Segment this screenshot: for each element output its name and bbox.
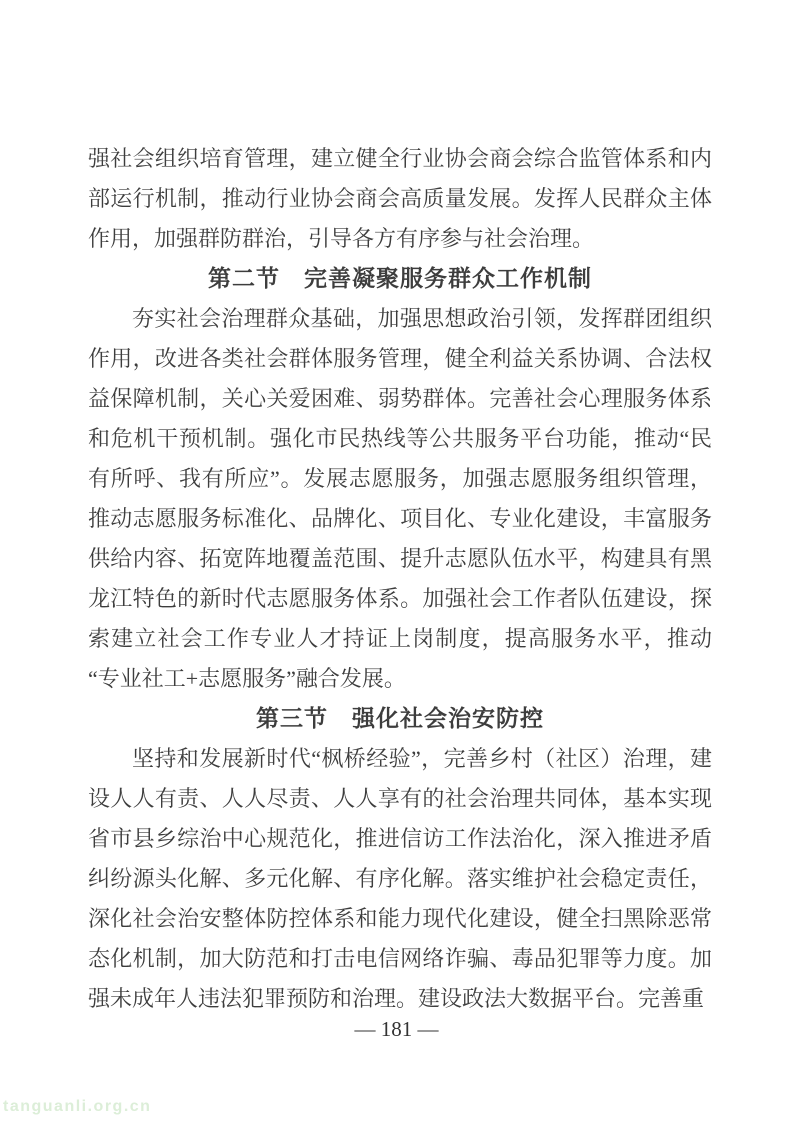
- section-heading-2: 第二节 完善凝聚服务群众工作机制: [208, 266, 592, 291]
- page-content: [88, 139, 712, 1019]
- watermark: tanguanli.org.cn: [3, 1098, 152, 1115]
- page-footer: [0, 1012, 793, 1046]
- paragraph-section-3: 坚持和发展新时代“枫桥经验”，完善乡村（社区）治理，建设人人有责、人人尽责、人人享有的社会治理共同体，基本实现省市县乡综治中心规范化，推进信访工作法治化，深入推进矛盾纠纷源头化解、多元化解、有序化解。落实维护社会稳定责任，深化社会治安整体防控体系和能力现代化建设，健全扫黑除恶常态化机制，加大防范和打击电信网络诈骗、毒品犯罪等力度。加强未成年人违法犯罪预防和治理。建设政法大数据平台。完善重: [88, 746, 712, 1011]
- section-heading-3: 第三节 强化社会治安防控: [256, 706, 544, 731]
- paragraph-continuation: 强社会组织培育管理，建立健全行业协会商会综合监管体系和内部运行机制，推动行业协会商会高质量发展。发挥人民群众主体作用，加强群防群治，引导各方有序参与社会治理。: [88, 146, 712, 251]
- page-number: — 181 —: [354, 1017, 439, 1041]
- paragraph-section-2: 夯实社会治理群众基础，加强思想政治引领，发挥群团组织作用，改进各类社会群体服务管理，健全利益关系协调、合法权益保障机制，关心关爱困难、弱势群体。完善社会心理服务体系和危机干预机制。强化市民热线等公共服务平台功能，推动“民有所呼、我有所应”。发展志愿服务，加强志愿服务组织管理，推动志愿服务标准化、品牌化、项目化、专业化建设，丰富服务供给内容、拓宽阵地覆盖范围、提升志愿队伍水平，构建具有黑龙江特色的新时代志愿服务体系。加强社会工作者队伍建设，探索建立社会工作专业人才持证上岗制度，提高服务水平，推动“专业社工+志愿服务”融合发展。: [88, 306, 712, 691]
